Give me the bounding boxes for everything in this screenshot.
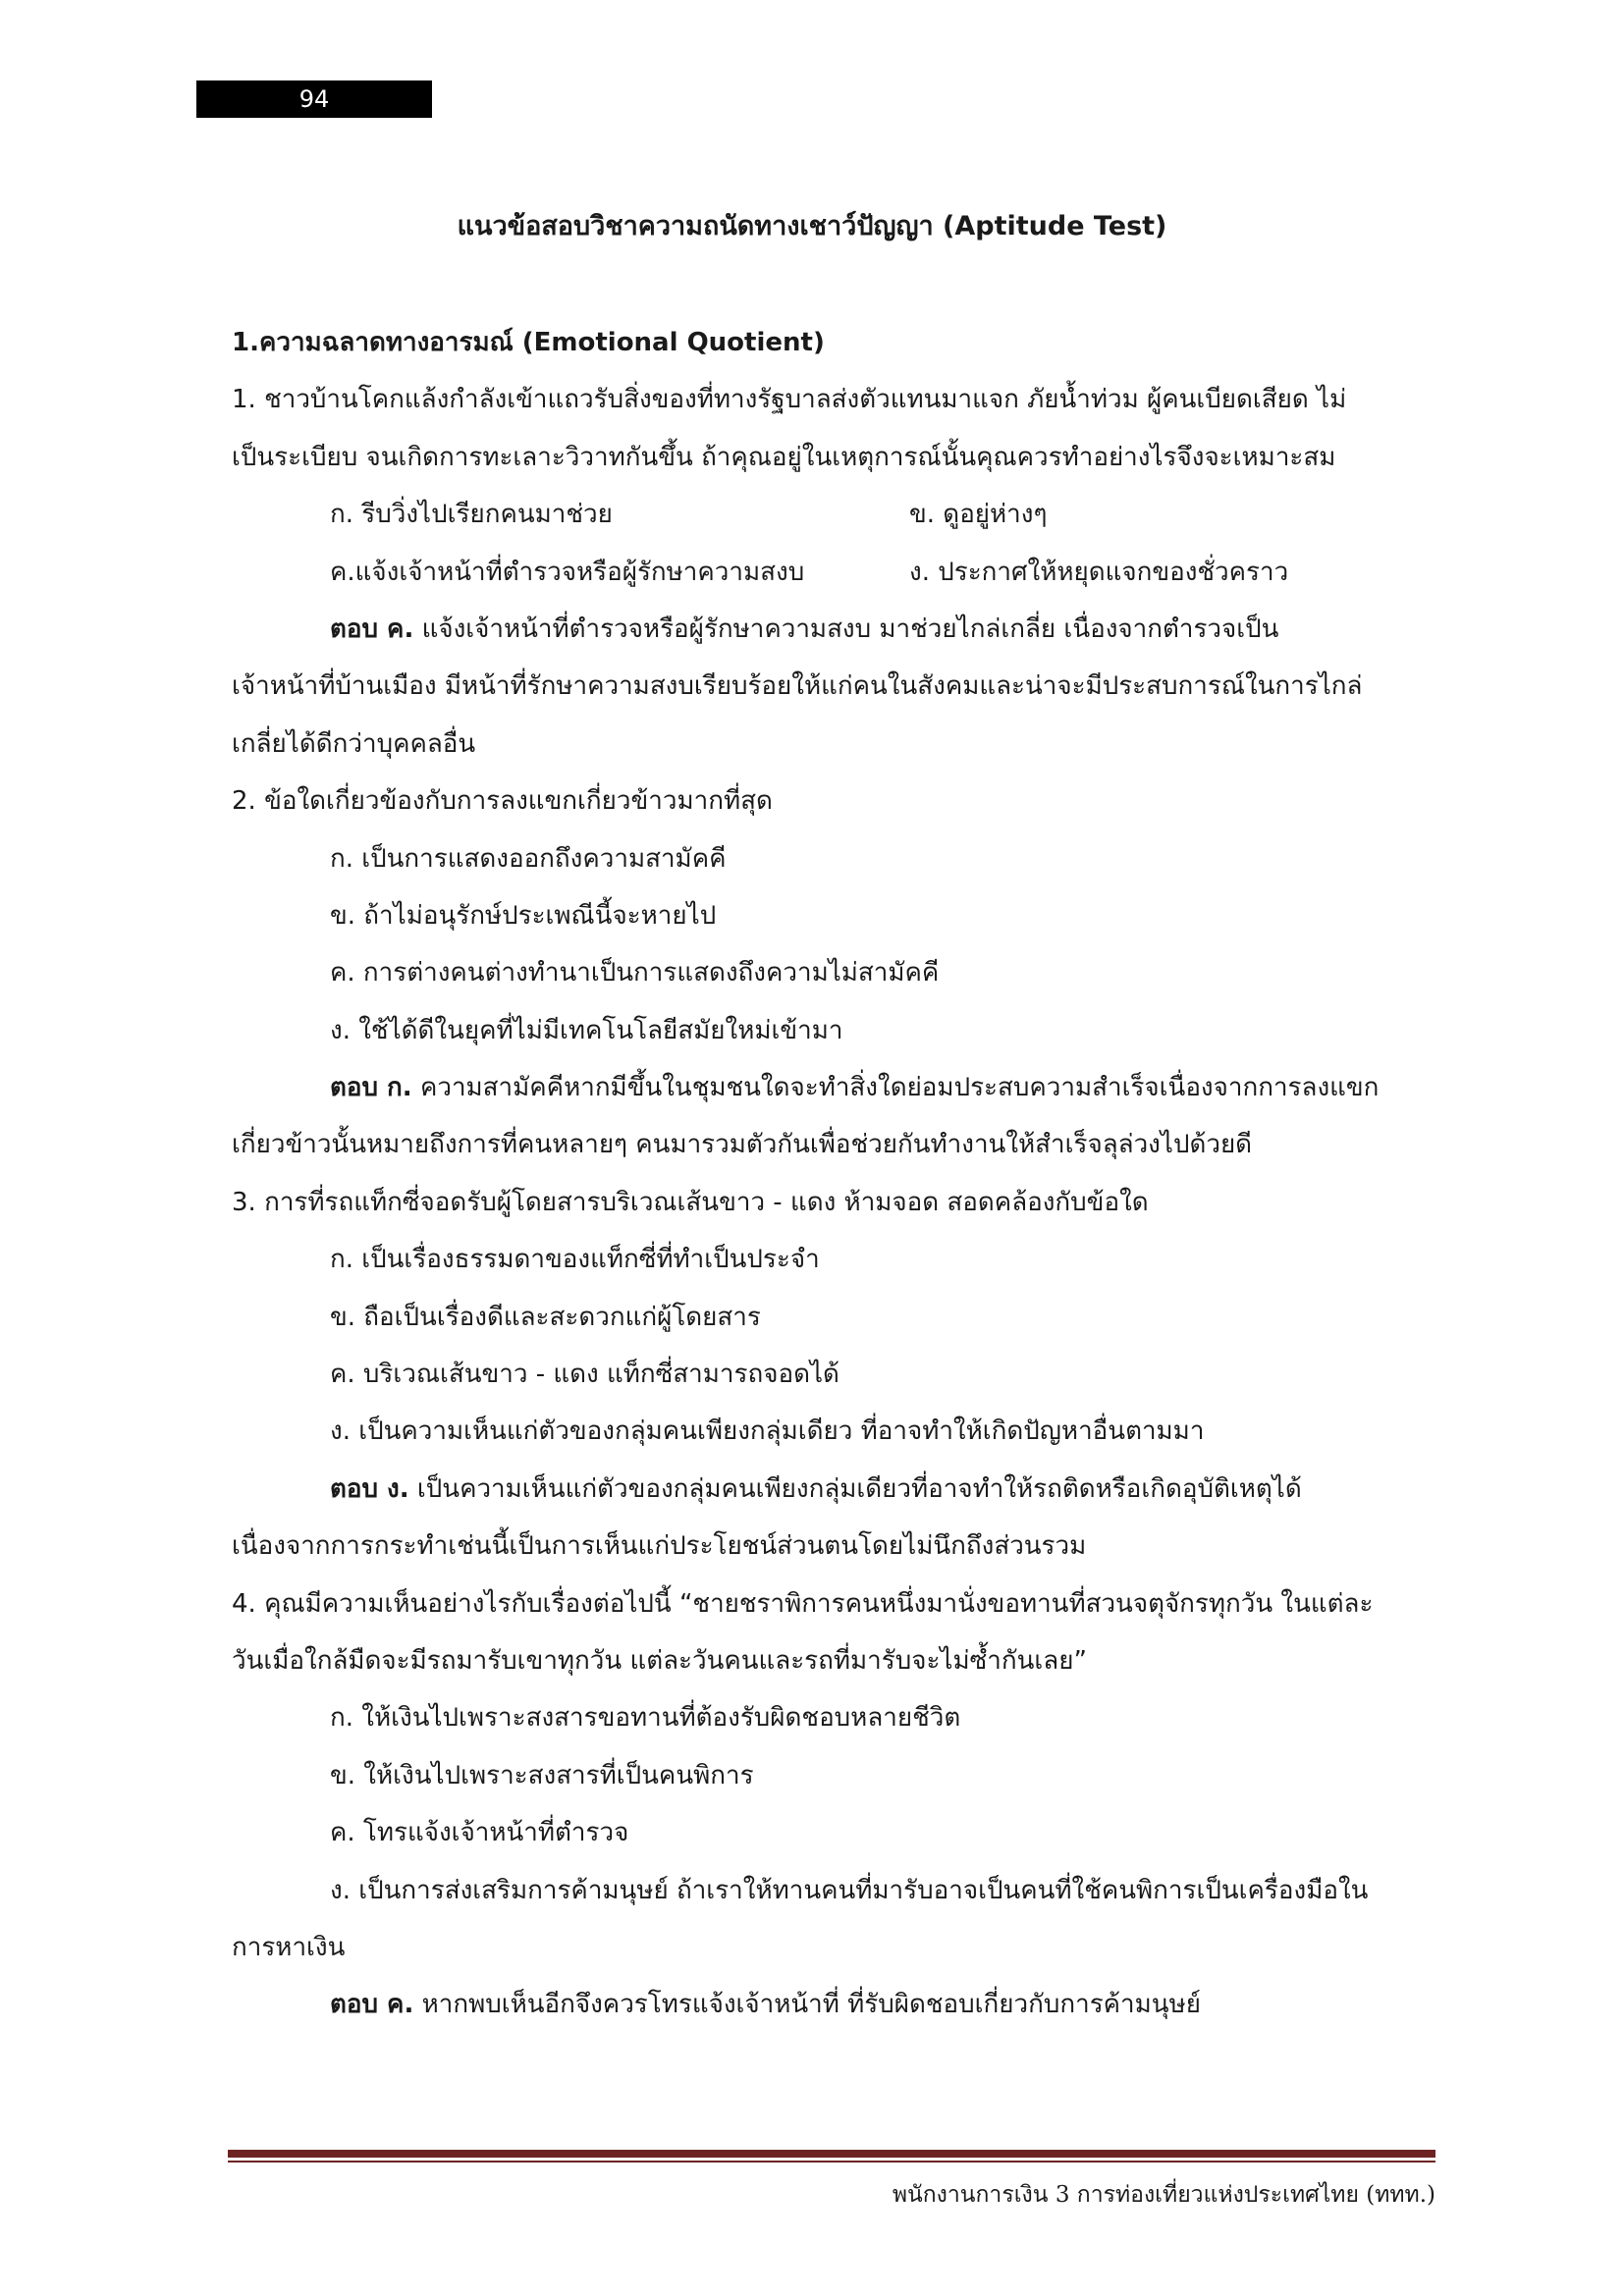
question-4-answer [232,1976,1432,2033]
question-1-answer-line-2: เจ้าหน้าที่บ้านเมือง มีหน้าที่รักษาความสงบเรียบร้อยให้แก่คนในสังคมและน่าจะมีประสบการณ์ในการไกล่ [232,671,1363,702]
question-1-option-c: ค.แจ้งเจ้าหน้าที่ตำรวจหรือผู้รักษาความสงบ [330,557,805,587]
question-4-option-a: ก. ให้เงินไปเพราะสงสารขอทานที่ต้องรับผิดชอบหลายชีวิต [330,1703,961,1734]
question-1-answer-line-3: เกลี่ยได้ดีกว่าบุคคลอื่น [232,728,476,759]
question-3-line-1: 3. การที่รถแท็กซี่จอดรับผู้โดยสารบริเวณเส้นขาว - แดง ห้ามจอด สอดคล้องกับข้อใด [232,1187,1149,1217]
question-1-line-2: เป็นระเบียบ จนเกิดการทะเลาะวิวาทกันขึ้น ถ้าคุณอยู่ในเหตุการณ์นั้นคุณควรทำอย่างไรจึงจะเหมาะสม [232,442,1336,472]
section-heading: 1.ความฉลาดทางอารมณ์ (Emotional Quotient) [232,328,825,357]
question-2-answer-line-2: เกี่ยวข้าวนั้นหมายถึงการที่คนหลายๆ คนมารวมตัวกันเพื่อช่วยกันทำงานให้สำเร็จลุล่วงไปด้วยดี [232,1130,1253,1160]
answer-text: ความสามัคคีหากมีขึ้นในชุมชนใดจะทำสิ่งใดย่อมประสบความสำเร็จเนื่องจากการลงแขก [411,1073,1380,1103]
question-2-option-a: ก. เป็นการแสดงออกถึงความสามัคคี [330,843,727,874]
question-2-option-d: ง. ใช้ได้ดีในยุคที่ไม่มีเทคโนโลยีสมัยใหม่เข้ามา [330,1015,843,1045]
question-1-line-1: 1. ชาวบ้านโคกแล้งกำลังเข้าแถวรับสิ่งของที่ทางรัฐบาลส่งตัวแทนมาแจก ภัยน้ำท่วม ผู้คนเบียดเสียด ไม่ [232,385,1347,415]
question-1-option-b: ข. ดูอยู่ห่างๆ [909,500,1048,530]
question-4-line-1: 4. คุณมีความเห็นอย่างไรกับเรื่องต่อไปนี้ “ชายชราพิการคนหนึ่งมานั่งขอทานที่สวนจตุจักรทุกวัน ในแต่ละ [232,1588,1374,1619]
question-4-option-d-line-2: การหาเงิน [232,1932,346,1962]
question-4-option-c: ค. โทรแจ้งเจ้าหน้าที่ตำรวจ [330,1818,629,1848]
question-4-line-2: วันเมื่อใกล้มืดจะมีรถมารับเขาทุกวัน แต่ละวันคนและรถที่มารับจะไม่ซ้ำกันเลย” [232,1645,1087,1676]
question-1-options-row-1 [232,486,1432,543]
document-body [232,314,1432,2034]
answer-label: ตอบ ค. [330,614,414,644]
question-3-option-a: ก. เป็นเรื่องธรรมดาของแท็กซี่ที่ทำเป็นประจำ [330,1245,820,1275]
question-3-answer-line-2: เนื่องจากการกระทำเช่นนี้เป็นการเห็นแก่ประโยชน์ส่วนตนโดยไม่นึกถึงส่วนรวม [232,1531,1087,1562]
question-1-options-row-2 [232,544,1432,601]
footer-rule-thin [228,2161,1435,2163]
answer-label: ตอบ ง. [330,1473,409,1504]
answer-label: ตอบ ค. [330,1990,414,2020]
question-1-answer [232,601,1432,658]
question-1-option-a: ก. รีบวิ่งไปเรียกคนมาช่วย [330,500,613,530]
page-footer: พนักงานการเงิน 3 การท่องเที่ยวแห่งประเทศไทย (ททท.) [892,2182,1435,2208]
question-4-option-b: ข. ให้เงินไปเพราะสงสารที่เป็นคนพิการ [330,1760,754,1790]
question-3-option-c: ค. บริเวณเส้นขาว - แดง แท็กซี่สามารถจอดได้ [330,1360,839,1390]
question-2-line-1: 2. ข้อใดเกี่ยวข้องกับการลงแขกเกี่ยวข้าวมากที่สุด [232,786,773,817]
page-number-tab [196,80,432,118]
answer-text: แจ้งเจ้าหน้าที่ตำรวจหรือผู้รักษาความสงบ มาช่วยไกล่เกลี่ย เนื่องจากตำรวจเป็น [413,614,1279,644]
question-1-option-d: ง. ประกาศให้หยุดแจกของชั่วคราว [909,557,1289,587]
question-4-option-d: ง. เป็นการส่งเสริมการค้ามนุษย์ ถ้าเราให้ทานคนที่มารับอาจเป็นคนที่ใช้คนพิการเป็นเครื่องมือใน [330,1875,1369,1905]
question-2-option-c: ค. การต่างคนต่างทำนาเป็นการแสดงถึงความไม่สามัคคี [330,958,940,988]
footer-rule [228,2150,1435,2158]
question-3-option-b: ข. ถือเป็นเรื่องดีและสะดวกแก่ผู้โดยสาร [330,1302,761,1332]
answer-text: เป็นความเห็นแก่ตัวของกลุ่มคนเพียงกลุ่มเดียวที่อาจทำให้รถติดหรือเกิดอุบัติเหตุได้ [408,1473,1302,1504]
question-3-option-d: ง. เป็นความเห็นแก่ตัวของกลุ่มคนเพียงกลุ่มเดียว ที่อาจทำให้เกิดปัญหาอื่นตามมา [330,1416,1205,1447]
answer-label: ตอบ ก. [330,1073,412,1103]
page-number: 94 [298,85,330,113]
question-2-answer [232,1059,1432,1116]
question-2-option-b: ข. ถ้าไม่อนุรักษ์ประเพณีนี้จะหายไป [330,900,717,931]
answer-text: หากพบเห็นอีกจึงควรโทรแจ้งเจ้าหน้าที่ ที่รับผิดชอบเกี่ยวกับการค้ามนุษย์ [413,1990,1201,2020]
page-title: แนวข้อสอบวิชาความถนัดทางเชาว์ปัญญา (Aptitude Test) [457,211,1167,241]
question-3-answer [232,1461,1432,1518]
